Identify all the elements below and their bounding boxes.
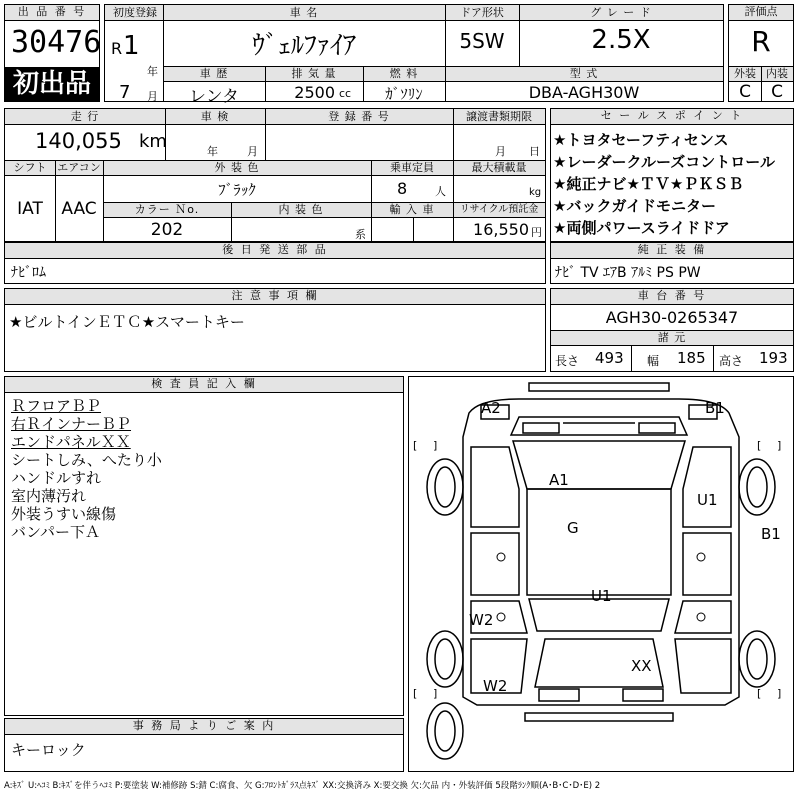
interior-grade-label: 内装 xyxy=(766,67,788,80)
mark-w2-lower: W2 xyxy=(483,677,508,695)
svg-text:[: [ xyxy=(413,687,418,700)
info-grid xyxy=(4,108,546,242)
color-no: 202 xyxy=(150,220,184,240)
interior-color-label: 内 装 色 xyxy=(278,203,324,216)
genuine-equipment-box xyxy=(550,242,794,284)
genuine-equipment-label: 純 正 装 備 xyxy=(551,243,793,259)
inspector-note-3: エンドパネルＸＸ xyxy=(11,433,131,451)
exterior-grade-label: 外装 xyxy=(734,67,756,80)
mark-b1-top: B1 xyxy=(705,399,725,417)
length-label: 長さ xyxy=(555,354,580,368)
legend: A:ｷｽﾞ U:ﾍｺﾐ B:ｷｽﾞを伴うﾍｺﾐ P:要塗装 W:補修跡 S:錆 C:腐食、欠 G:ﾌﾛﾝﾄｶﾞﾗｽ点ｷｽﾞ XX:交換済み X:要交換 欠:欠品 内・外装評価 5段階ﾗﾝｸ順(A･B･C･D･E) 2 xyxy=(4,781,601,791)
first-reg-label: 初度登録 xyxy=(113,6,157,19)
interior-color-unit: 系 xyxy=(355,228,366,241)
capacity: 8 xyxy=(397,179,408,198)
displacement-label: 排 気 量 xyxy=(291,67,337,80)
width-label: 幅 xyxy=(647,354,660,368)
caution-label: 注 意 事 項 欄 xyxy=(5,289,545,305)
header-grid xyxy=(104,4,724,107)
sales-point-2: ★レーダークルーズコントロール xyxy=(553,153,775,171)
load-label: 最大積載量 xyxy=(471,161,527,174)
car-name: ｳﾞｪﾙﾌｧｲｱ xyxy=(251,31,356,61)
first-listing-badge: 初出品 xyxy=(5,67,99,101)
inspector-note-5: ハンドルすれ xyxy=(11,469,102,487)
inspection-label: 車 検 xyxy=(200,110,230,123)
reg-no-label: 登 録 番 号 xyxy=(328,110,390,123)
sales-point-3: ★純正ナビ★ＴＶ★ＰＫＳＢ xyxy=(553,175,744,193)
inspector-note-2: 右ＲインナーＢＰ xyxy=(11,415,132,433)
transfer-label: 譲渡書類期限 xyxy=(466,110,532,123)
genuine-equipment: ﾅﾋﾞ TV ｴｱB ｱﾙﾐ PS PW xyxy=(555,265,701,281)
exterior-color-label: 外 装 色 xyxy=(214,161,260,174)
svg-text:]: ] xyxy=(433,439,438,452)
inspector-note-8: バンパー下Ａ xyxy=(11,523,100,541)
score-box xyxy=(728,4,794,102)
month-unit: 月 xyxy=(147,90,158,103)
mark-u1-right: U1 xyxy=(697,491,718,509)
fuel-label: 燃 料 xyxy=(389,67,419,80)
lot-label: 出 品 番 号 xyxy=(5,5,99,21)
displacement-unit: cc xyxy=(339,87,352,100)
capacity-unit: 人 xyxy=(435,185,446,198)
fuel: ｶﾞｿﾘﾝ xyxy=(385,85,423,103)
shift-label: シフト xyxy=(13,161,47,174)
svg-text:[: [ xyxy=(757,439,762,452)
recycle-unit: 円 xyxy=(531,226,542,239)
grade: 2.5X xyxy=(591,25,651,55)
mark-g: G xyxy=(567,519,579,537)
sales-point-1: ★トヨタセーフティセンス xyxy=(553,131,729,149)
shift: IAT xyxy=(17,199,43,219)
inspector-note-6: 室内薄汚れ xyxy=(11,487,87,505)
svg-text:[: [ xyxy=(413,439,418,452)
lot-box xyxy=(4,4,100,102)
svg-text:]: ] xyxy=(433,687,438,700)
ac: AAC xyxy=(61,199,97,219)
sales-point-4: ★バックガイドモニター xyxy=(553,197,716,215)
score-label: 評価点 xyxy=(729,5,793,21)
history: レンタ xyxy=(189,87,239,107)
mark-xx: XX xyxy=(631,657,652,675)
history-label: 車 歴 xyxy=(199,67,229,80)
transfer-month-unit: 月 xyxy=(495,145,506,158)
inspector-label: 検 査 員 記 入 欄 xyxy=(5,377,403,393)
mark-a2: A2 xyxy=(481,399,501,417)
chassis-number: AGH30-0265347 xyxy=(605,308,739,327)
svg-text:]: ] xyxy=(777,687,782,700)
car-name-label: 車 名 xyxy=(289,6,319,19)
inspector-note-7: 外装うすい線傷 xyxy=(11,505,117,523)
model: DBA-AGH30W xyxy=(528,83,640,102)
reg-month: 7 xyxy=(119,82,131,103)
door-label: ドア形状 xyxy=(460,6,504,19)
lot-number: 30476 xyxy=(11,25,102,60)
interior-grade: C xyxy=(771,82,783,102)
specs-label: 諸 元 xyxy=(657,331,687,344)
recycle-label: リサイクル預託金 xyxy=(459,204,539,215)
mark-a1: A1 xyxy=(549,471,569,489)
grade-label: グ レ ー ド xyxy=(590,6,652,19)
mark-b1-right: B1 xyxy=(761,525,781,543)
office-box xyxy=(4,718,404,772)
car-diagram-svg xyxy=(409,377,793,771)
inspection-month-unit: 月 xyxy=(247,145,258,158)
sales-points-box xyxy=(550,108,794,242)
mark-w2-upper: W2 xyxy=(469,611,494,629)
capacity-label: 乗車定員 xyxy=(390,161,434,174)
transfer-day-unit: 日 xyxy=(529,145,540,158)
sales-points-label: セ ー ル ス ポ イ ン ト xyxy=(551,109,793,125)
caution-box xyxy=(4,288,546,372)
color-no-label: カラー Ｎo. xyxy=(134,203,200,216)
inspector-note-1: ＲフロアＢＰ xyxy=(11,397,102,415)
office-label: 事 務 局 よ り ご 案 内 xyxy=(5,719,403,735)
width: 185 xyxy=(677,349,706,367)
chassis-label: 車 台 番 号 xyxy=(551,289,793,305)
later-parts-box xyxy=(4,242,546,284)
year-unit: 年 xyxy=(147,65,158,78)
reg-year: 1 xyxy=(123,31,140,61)
office-text: キーロック xyxy=(11,741,86,759)
height: 193 xyxy=(759,349,788,367)
inspector-box xyxy=(4,376,404,716)
model-label: 型 式 xyxy=(569,67,599,80)
displacement: 2500 xyxy=(294,83,335,102)
era: R xyxy=(111,39,123,58)
length: 493 xyxy=(595,349,624,367)
caution-text: ★ビルトインＥＴＣ★スマートキー xyxy=(9,313,245,331)
mileage-unit: km xyxy=(139,131,167,152)
chassis-box xyxy=(550,288,794,372)
vehicle-diagram xyxy=(408,376,794,772)
mileage-label: 走 行 xyxy=(70,110,100,123)
load-unit: kg xyxy=(529,187,542,198)
later-parts: ﾅﾋﾞﾛﾑ xyxy=(11,265,46,281)
score: R xyxy=(751,25,771,58)
inspection-year-unit: 年 xyxy=(207,145,218,158)
mark-u1-center: U1 xyxy=(591,587,612,605)
door-type: 5SW xyxy=(459,29,505,53)
svg-text:[: [ xyxy=(757,687,762,700)
recycle: 16,550 xyxy=(473,220,529,239)
import-label: 輸 入 車 xyxy=(389,203,435,216)
mileage: 140,055 xyxy=(35,129,122,153)
svg-text:]: ] xyxy=(777,439,782,452)
sales-point-5: ★両側パワースライドドア xyxy=(553,219,730,237)
exterior-color: ﾌﾞﾗｯｸ xyxy=(218,181,256,199)
height-label: 高さ xyxy=(719,354,744,368)
ac-label: エアコン xyxy=(57,161,101,174)
exterior-grade: C xyxy=(739,82,751,102)
inspector-note-4: シートしみ、へたり小 xyxy=(11,451,162,469)
later-parts-label: 後 日 発 送 部 品 xyxy=(5,243,545,259)
